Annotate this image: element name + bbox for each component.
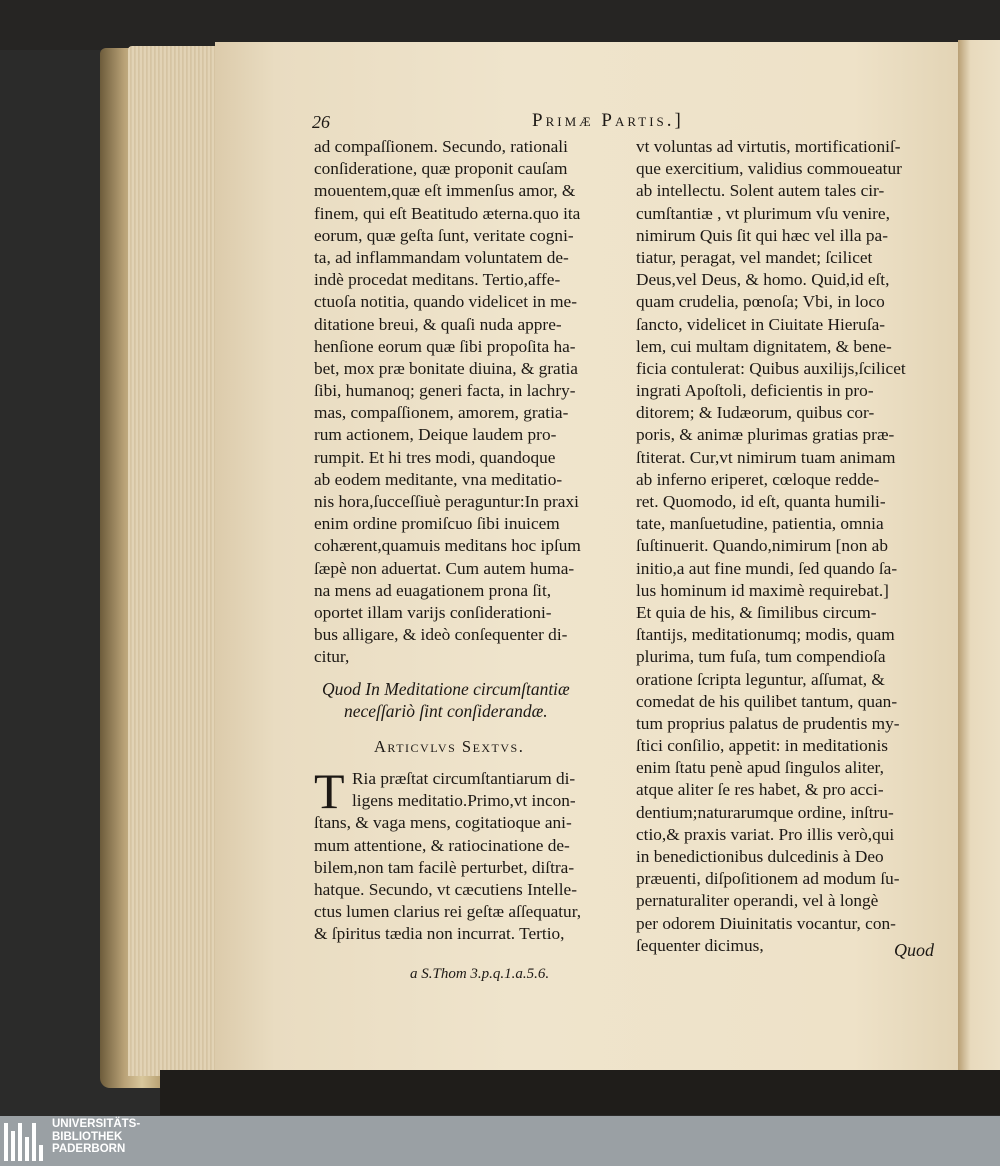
drop-cap: T: [314, 763, 345, 819]
text-line: mas, compaſſionem, amorem, gratia-: [314, 403, 569, 423]
text-line: ad compaſſionem. Secundo, rationali: [314, 137, 568, 156]
book-shadow: [160, 1070, 1000, 1115]
text-line: vt voluntas ad virtutis, mortificationiſ-: [636, 137, 901, 156]
text-line: præuenti, diſpoſitionem ad modum ſu-: [636, 869, 900, 889]
text-line: citur,: [314, 647, 350, 667]
running-title: Primæ Partis.]: [532, 110, 684, 131]
text-line: tiatur, peragat, vel mandet; ſcilicet: [636, 247, 873, 267]
text-line: rum actionem, Deique laudem pro-: [314, 425, 557, 445]
text-line: tum proprius palatus de prudentis my-: [636, 713, 900, 733]
text-line: bus alligare, & ideò conſequenter di-: [314, 625, 568, 645]
footnote: a S.Thom 3.p.q.1.a.5.6.: [410, 966, 550, 982]
text-line: bet, mox præ bonitate diuina, & gratia: [314, 358, 578, 378]
text-line: ditorem; & Iudæorum, quibus cor-: [636, 403, 875, 423]
text-line: poris, & animæ plurimas gratias præ-: [636, 425, 895, 445]
text-line: ligens meditatio.Primo,vt incon-: [352, 791, 576, 811]
text-line: in benedictionibus dulcedinis à Deo: [636, 847, 884, 866]
text-line: Ria præſtat circumſtantiarum di-: [352, 769, 576, 788]
text-line: ab inferno eriperet, cœloque redde-: [636, 469, 880, 489]
library-logo-icon: [4, 1121, 44, 1161]
text-line: eorum, quæ geſta ſunt, veritate cogni-: [314, 225, 574, 245]
library-name-line: UNIVERSITÄTS-: [52, 1118, 141, 1130]
text-line: cohærent,quamuis meditans hoc ipſum: [314, 536, 581, 556]
text-line: ſtiterat. Cur,vt nimirum tuam animam: [636, 447, 896, 467]
text-line: ret. Quomodo, id eſt, quanta humili-: [636, 492, 886, 511]
text-line: ctuoſa notitia, quando videlicet in me-: [314, 292, 577, 312]
library-name-line: PADERBORN: [52, 1143, 126, 1155]
text-line: oratione ſcripta leguntur, aſſumat, &: [636, 669, 885, 689]
text-line: ingrati Apoſtoli, deficientis in pro-: [636, 381, 874, 401]
text-line: pernaturaliter operandi, vel à longè: [636, 891, 879, 911]
text-line: per odorem Diuinitatis vocantur, con-: [636, 913, 896, 933]
text-line: comedat de his quilibet tantum, quan-: [636, 691, 898, 711]
text-line: & ſpiritus tædia non incurrat. Tertio,: [314, 924, 565, 944]
text-line: ſtantijs, meditationumq; modis, quam: [636, 625, 895, 645]
text-line: mouentem,quæ eſt immenſus amor, &: [314, 181, 576, 201]
text-line: cumſtantiæ , vt plurimum vſu venire,: [636, 203, 890, 223]
text-line: nimirum Quis ſit qui hæc vel illa pa-: [636, 225, 888, 245]
text-line: lus hominum id maximè requirebat.]: [636, 580, 889, 600]
text-line: ſancto, videlicet in Ciuitate Hieruſa-: [636, 314, 886, 334]
text-line: bilem,non tam facilè perturbet, diſtra-: [314, 857, 575, 877]
text-line: ſæpè non aduertat. Cum autem huma-: [314, 558, 575, 578]
text-line: que exercitium, validius commoueatur: [636, 159, 902, 179]
page-stack: [128, 46, 223, 1076]
section-heading-line: Quod In Meditatione circumſtantiæ: [322, 679, 570, 699]
right-column: [636, 136, 940, 957]
left-column: [314, 136, 622, 669]
text-line: quam crudelia, pœnoſa; Vbi, in loco: [636, 292, 885, 312]
text-line: enim ordine promiſcuo ſibi inuicem: [314, 514, 560, 534]
text-line: ſtans, & vaga mens, cogitatioque ani-: [314, 813, 572, 833]
text-line: finem, qui eſt Beatitudo æterna.quo ita: [314, 203, 581, 223]
text-line: na mens ad euagationem prona ſit,: [314, 580, 552, 600]
article-body: [314, 763, 622, 946]
text-line: ſuſtinuerit. Quando,nimirum [non ab: [636, 536, 888, 556]
text-line: ta, ad inflammandam voluntatem de-: [314, 247, 569, 267]
text-line: oportet illam varijs conſiderationi-: [314, 602, 552, 622]
text-line: initio,a aut fine mundi, ſed quando ſa-: [636, 558, 898, 578]
text-line: ditatione breui, & quaſi nuda appre-: [314, 314, 562, 334]
text-line: mum attentione, & ratiocinatione de-: [314, 835, 570, 855]
text-line: ctus lumen clarius rei geſtæ aſſequatur,: [314, 902, 582, 922]
page-number: 26: [312, 112, 330, 132]
article-title: Articvlvs Sextvs.: [374, 737, 525, 756]
text-line: ſibi, humanoq; generi facta, in lachry-: [314, 381, 576, 401]
text-line: Et quia de his, & ſimilibus circum-: [636, 602, 877, 622]
text-line: ficia contulerat: Quibus auxilijs,ſcilicet: [636, 358, 906, 378]
section-heading-line: neceſſariò ſint conſiderandæ.: [344, 701, 548, 721]
text-line: Deus,vel Deus, & homo. Quid,id eſt,: [636, 270, 890, 290]
text-line: enim ſtatu penè apud ſingulos aliter,: [636, 758, 884, 778]
text-line: indè procedat meditans. Tertio,affe-: [314, 270, 561, 290]
library-name: [52, 1118, 140, 1156]
text-line: ctio,& praxis variat. Pro illis verò,qui: [636, 824, 895, 844]
text-line: ab eodem meditante, vna meditatio-: [314, 469, 563, 489]
text-line: ab intellectu. Solent autem tales cir-: [636, 181, 885, 201]
library-name-line: BIBLIOTHEK: [52, 1130, 123, 1143]
text-line: atque aliter ſe res habet, & pro acci-: [636, 780, 884, 800]
text-line: nis hora,ſucceſſiuè peraguntur:In praxi: [314, 492, 579, 511]
catchword: Quod: [894, 940, 934, 960]
section-heading: [322, 678, 622, 722]
library-footer: [0, 1116, 1000, 1166]
text-line: lem, cui multam dignitatem, & bene-: [636, 336, 892, 356]
facing-page-edge: [958, 40, 1000, 1070]
text-line: conſideratione, quæ proponit cauſam: [314, 159, 568, 179]
text-line: hatque. Secundo, vt cæcutiens Intelle-: [314, 879, 577, 899]
text-line: plurima, tum fuſa, tum compendioſa: [636, 647, 886, 667]
text-line: dentium;naturarumque ordine, inſtru-: [636, 802, 894, 822]
text-line: tate, manſuetudine, patientia, omnia: [636, 514, 884, 534]
text-line: ſequenter dicimus,: [636, 935, 764, 955]
text-line: ſtici conſilio, appetit: in meditationis: [636, 736, 888, 756]
text-line: henſione eorum quæ ſibi propoſita ha-: [314, 336, 576, 356]
text-line: rumpit. Et hi tres modi, quandoque: [314, 447, 556, 467]
